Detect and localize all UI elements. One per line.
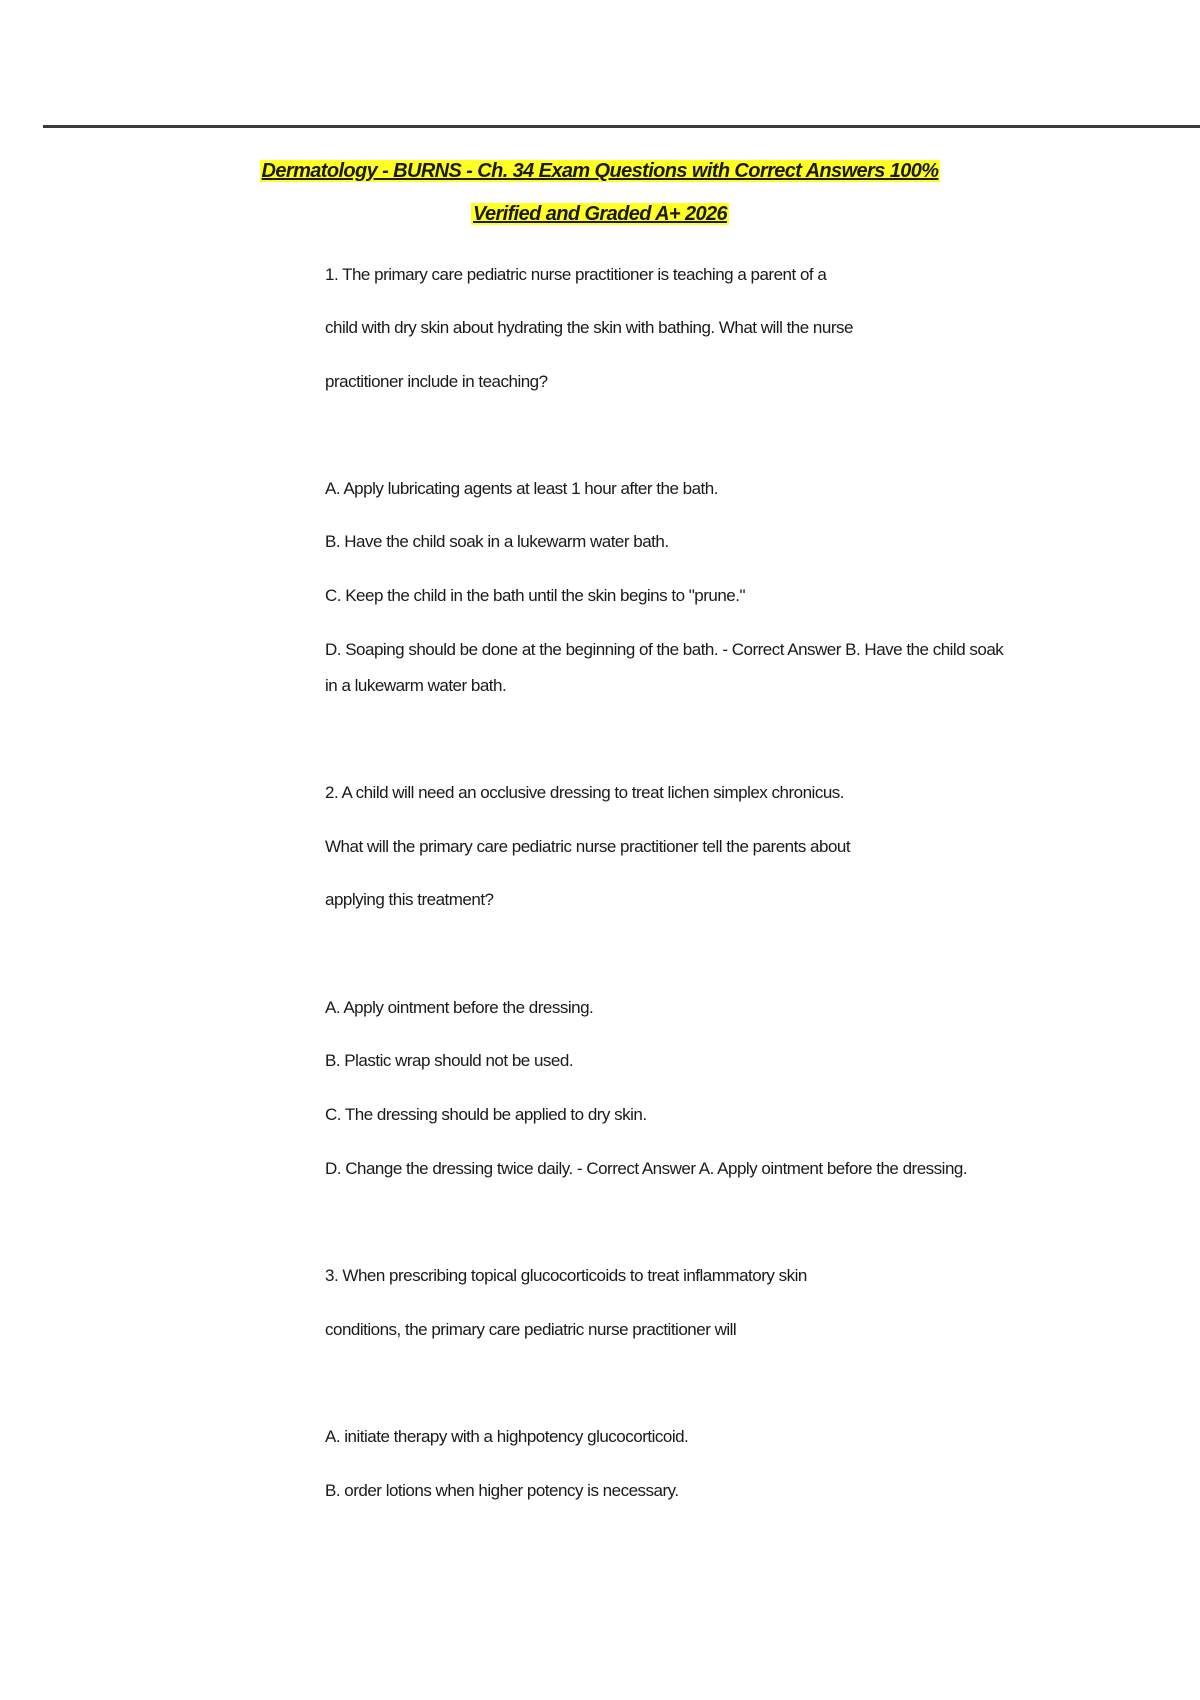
question-3-stem-line-1: 3. When prescribing topical glucocorticoids to treat inflammatory skin [325,1266,807,1285]
question-3-option-a: A. initiate therapy with a highpotency glucocorticoid. [325,1427,689,1446]
question-1-option-d-answer-line-2: in a lukewarm water bath. [325,676,507,695]
question-2-option-b: B. Plastic wrap should not be used. [325,1051,574,1070]
question-2-stem-line-1: 2. A child will need an occlusive dressing to treat lichen simplex chronicus. [325,783,845,802]
question-1-option-b: B. Have the child soak in a lukewarm water bath. [325,532,669,551]
question-2-option-c: C. The dressing should be applied to dry skin. [325,1105,647,1124]
question-1-stem-line-1: 1. The primary care pediatric nurse practitioner is teaching a parent of a [325,265,827,284]
question-3-stem-line-2: conditions, the primary care pediatric nurse practitioner will [325,1320,737,1339]
question-1-option-a: A. Apply lubricating agents at least 1 hour after the bath. [325,479,718,498]
question-2-stem-line-2: What will the primary care pediatric nurse practitioner tell the parents about [325,837,851,856]
question-1-option-d-answer-line-1: D. Soaping should be done at the beginning of the bath. - Correct Answer B. Have the child soak [325,640,1004,659]
question-3-option-b: B. order lotions when higher potency is necessary. [325,1481,679,1500]
document-title-line-1: Dermatology - BURNS - Ch. 34 Exam Questions with Correct Answers 100% [261,160,939,182]
question-1-stem-line-3: practitioner include in teaching? [325,372,548,391]
document-title-line-2: Verified and Graded A+ 2026 [472,203,728,225]
question-1-option-c: C. Keep the child in the bath until the skin begins to "prune." [325,586,746,605]
question-2-option-a: A. Apply ointment before the dressing. [325,998,594,1017]
question-2-option-d-answer: D. Change the dressing twice daily. - Correct Answer A. Apply ointment before the dressing. [325,1159,968,1178]
question-2-stem-line-3: applying this treatment? [325,890,494,909]
question-1-stem-line-2: child with dry skin about hydrating the skin with bathing. What will the nurse [325,318,853,337]
